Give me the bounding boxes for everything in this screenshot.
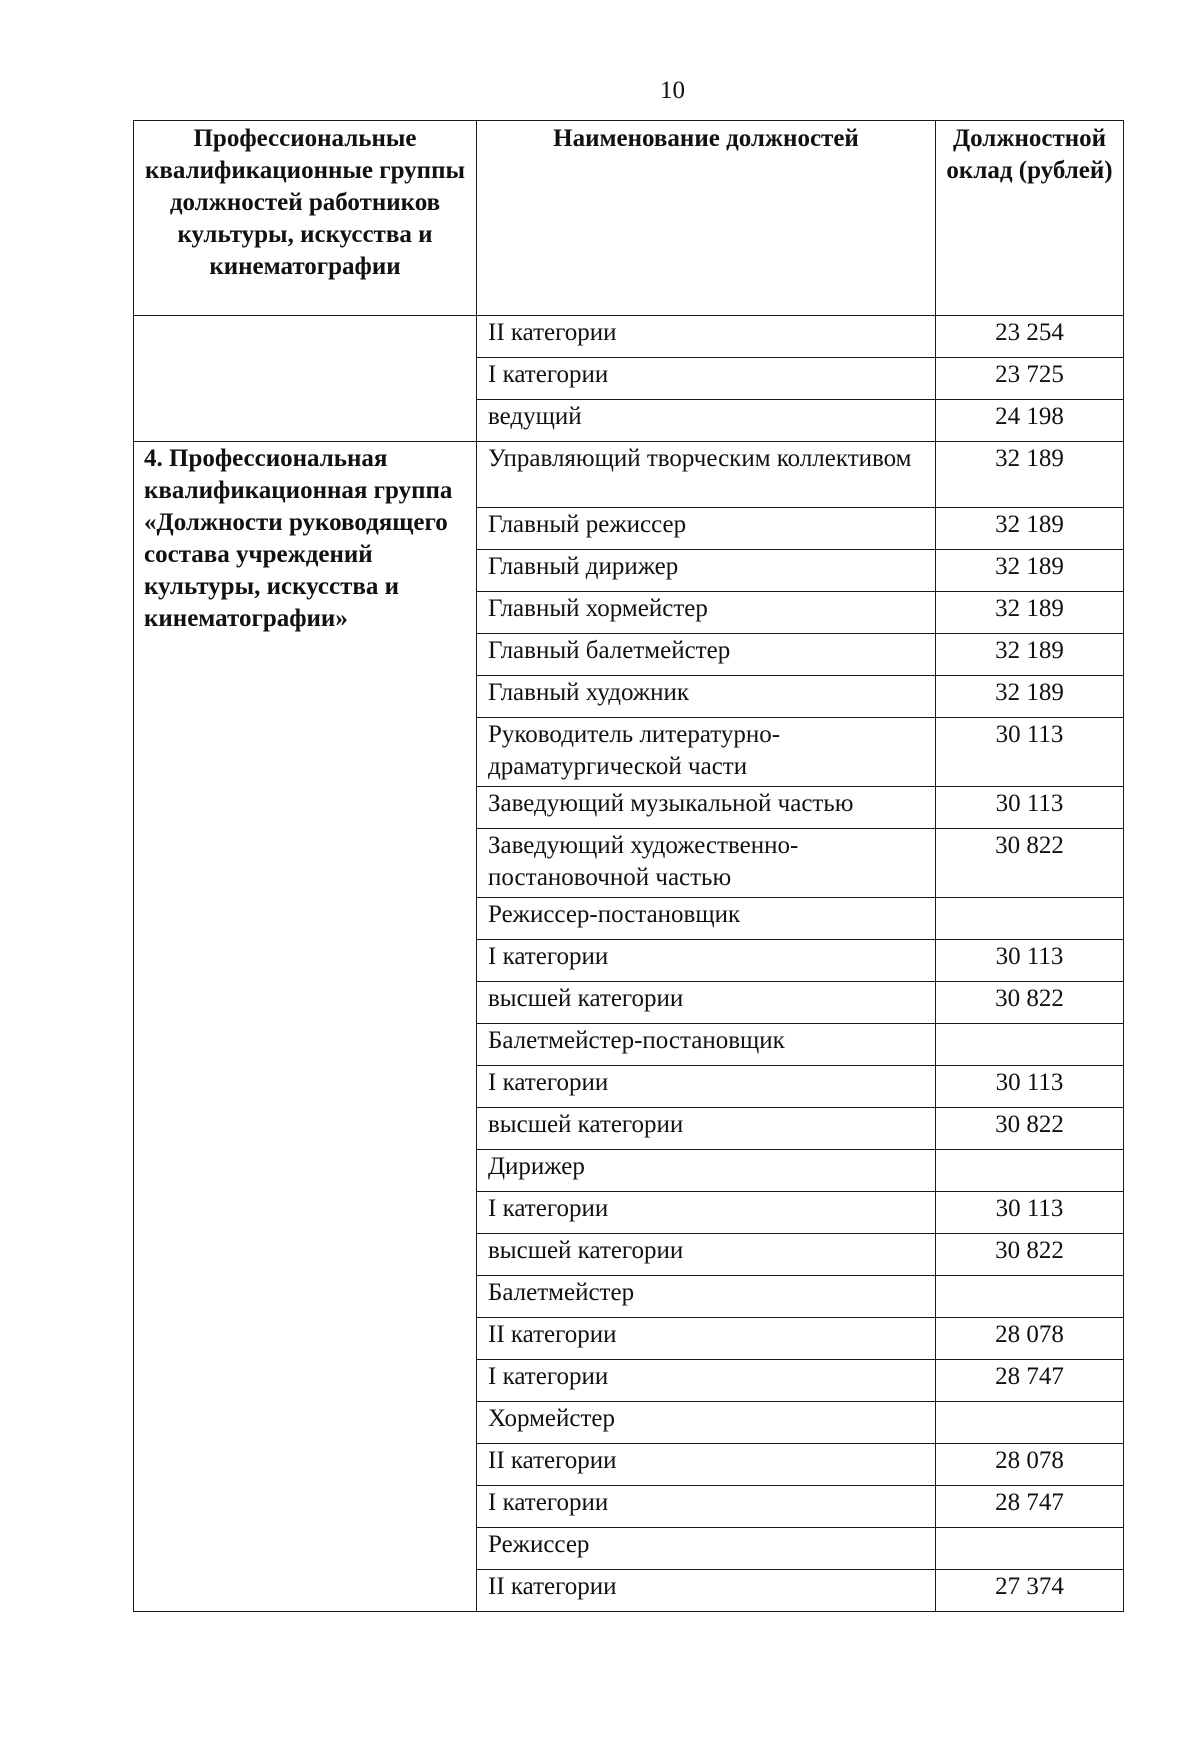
salary-value bbox=[936, 1402, 1124, 1444]
group-cell-continued bbox=[134, 316, 477, 442]
salary-value: 28 747 bbox=[936, 1360, 1124, 1402]
salary-value: 24 198 bbox=[936, 400, 1124, 442]
position-name: I категории bbox=[477, 1192, 936, 1234]
salary-value: 30 822 bbox=[936, 1108, 1124, 1150]
position-name: Режиссер bbox=[477, 1528, 936, 1570]
salary-value: 32 189 bbox=[936, 442, 1124, 508]
position-name: высшей категории bbox=[477, 1108, 936, 1150]
position-name: ведущий bbox=[477, 400, 936, 442]
position-name: I категории bbox=[477, 1066, 936, 1108]
position-name: Главный балетмейстер bbox=[477, 634, 936, 676]
position-name: высшей категории bbox=[477, 982, 936, 1024]
salary-value: 30 822 bbox=[936, 982, 1124, 1024]
position-name: Балетмейстер-постановщик bbox=[477, 1024, 936, 1066]
header-group: Профессиональные квалификационные группы должностей работников культуры, искусства и кинематографии bbox=[134, 121, 477, 316]
salary-value: 32 189 bbox=[936, 550, 1124, 592]
salary-value: 28 078 bbox=[936, 1444, 1124, 1486]
header-salary: Должностной оклад (рублей) bbox=[936, 121, 1124, 316]
position-name: I категории bbox=[477, 1360, 936, 1402]
position-name: высшей категории bbox=[477, 1234, 936, 1276]
salary-value bbox=[936, 1528, 1124, 1570]
position-name: Управляющий творческим коллективом bbox=[477, 442, 936, 508]
salary-table bbox=[133, 120, 1124, 1612]
salary-value bbox=[936, 1024, 1124, 1066]
salary-value: 28 747 bbox=[936, 1486, 1124, 1528]
position-name: Режиссер-постановщик bbox=[477, 898, 936, 940]
position-name: Дирижер bbox=[477, 1150, 936, 1192]
position-name: Заведующий художественно-постановочной частью bbox=[477, 829, 936, 898]
position-name: Главный художник bbox=[477, 676, 936, 718]
position-name: II категории bbox=[477, 1444, 936, 1486]
position-name: Главный дирижер bbox=[477, 550, 936, 592]
salary-value: 32 189 bbox=[936, 592, 1124, 634]
position-name: II категории bbox=[477, 316, 936, 358]
salary-value: 23 725 bbox=[936, 358, 1124, 400]
salary-value bbox=[936, 898, 1124, 940]
salary-value: 30 113 bbox=[936, 1066, 1124, 1108]
salary-value: 30 113 bbox=[936, 940, 1124, 982]
salary-value: 23 254 bbox=[936, 316, 1124, 358]
salary-value: 30 113 bbox=[936, 1192, 1124, 1234]
position-name: I категории bbox=[477, 358, 936, 400]
salary-value: 30 822 bbox=[936, 829, 1124, 898]
table-row bbox=[134, 316, 1124, 358]
salary-value: 30 113 bbox=[936, 787, 1124, 829]
position-name: Хормейстер bbox=[477, 1402, 936, 1444]
position-name: Главный хормейстер bbox=[477, 592, 936, 634]
page-number: 10 bbox=[660, 77, 685, 104]
position-name: Главный режиссер bbox=[477, 508, 936, 550]
table-header-row bbox=[134, 121, 1124, 316]
salary-value: 32 189 bbox=[936, 676, 1124, 718]
position-name: II категории bbox=[477, 1318, 936, 1360]
position-name: Заведующий музыкальной частью bbox=[477, 787, 936, 829]
salary-value: 27 374 bbox=[936, 1570, 1124, 1612]
salary-value: 30 113 bbox=[936, 718, 1124, 787]
position-name: I категории bbox=[477, 940, 936, 982]
salary-value bbox=[936, 1150, 1124, 1192]
salary-value: 32 189 bbox=[936, 508, 1124, 550]
position-name: Балетмейстер bbox=[477, 1276, 936, 1318]
header-position: Наименование должностей bbox=[477, 121, 936, 316]
position-name: Руководитель литературно-драматургической части bbox=[477, 718, 936, 787]
group-4-title: 4. Профессиональная квалификационная группа «Должности руководящего состава учреждений культуры, искусства и кинематографии» bbox=[134, 442, 477, 1612]
position-name: I категории bbox=[477, 1486, 936, 1528]
table-row bbox=[134, 442, 1124, 508]
position-name: II категории bbox=[477, 1570, 936, 1612]
salary-value: 32 189 bbox=[936, 634, 1124, 676]
salary-value bbox=[936, 1276, 1124, 1318]
salary-value: 28 078 bbox=[936, 1318, 1124, 1360]
salary-value: 30 822 bbox=[936, 1234, 1124, 1276]
